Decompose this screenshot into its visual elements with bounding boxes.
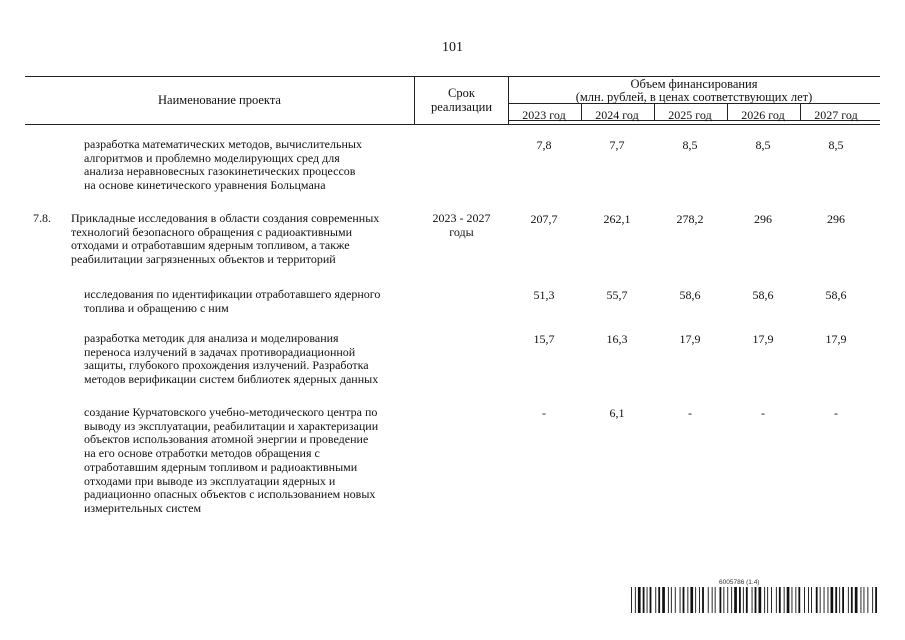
barcode-bar <box>752 587 753 613</box>
barcode <box>631 587 881 613</box>
value-2025: 278,2 <box>676 212 704 226</box>
barcode-bar <box>680 587 681 613</box>
header-term-line1: Срок <box>448 86 475 100</box>
barcode-bar <box>872 587 873 613</box>
barcode-bar <box>702 587 704 613</box>
header-year: 2023 год <box>522 108 566 122</box>
value-2026: 17,9 <box>752 332 774 346</box>
barcode-bar <box>811 587 812 613</box>
value-2023: 15,7 <box>533 332 555 346</box>
barcode-bar <box>831 587 834 613</box>
barcode-bar <box>715 587 716 613</box>
header-funding-line1: Объем финансирования <box>630 77 758 91</box>
value-2027: 296 <box>827 212 845 226</box>
barcode-bar <box>839 587 840 613</box>
barcode-bar <box>784 587 785 613</box>
row-description-line: измерительных систем <box>84 500 202 515</box>
table-header-bottom-border <box>25 124 880 125</box>
barcode-bar <box>743 587 744 613</box>
page-number: 101 <box>442 40 463 55</box>
row-description <box>84 332 378 387</box>
barcode-bar <box>671 587 672 613</box>
value-2024: 262,1 <box>603 212 631 226</box>
row-description-line: топлива и обращению с ним <box>84 300 229 315</box>
barcode-bar <box>855 587 858 613</box>
row-description-line: защиты, глубокого прохождения излучений. Разработка <box>84 358 369 373</box>
barcode-bar <box>875 587 877 613</box>
row-description-line: алгоритмов и проблемно моделирующих сред для <box>84 150 340 165</box>
barcode-bar <box>824 587 825 613</box>
row-term-line: 2023 - 2027 <box>432 211 491 225</box>
barcode-bar <box>779 587 781 613</box>
row-description-line: методов верификации систем библиотек ядерных данных <box>84 372 379 387</box>
barcode-bar <box>650 587 652 613</box>
barcode-bar <box>767 587 768 613</box>
header-year: 2025 год <box>668 108 712 122</box>
value-2025: 17,9 <box>679 332 701 346</box>
barcode-bar <box>820 587 821 613</box>
barcode-bar <box>771 587 772 613</box>
row-description-line: создание Курчатовского учебно-методического центра по <box>84 405 378 419</box>
row-description-line: Прикладные исследования в области создания современных <box>71 211 380 225</box>
barcode-bar <box>647 587 648 613</box>
barcode-bar <box>631 587 632 613</box>
header-year: 2026 год <box>741 108 785 122</box>
value-2026: 58,6 <box>752 288 774 302</box>
value-2023: 207,7 <box>530 212 558 226</box>
value-2027: - <box>834 406 838 420</box>
barcode-bar <box>795 587 796 613</box>
barcode-bar <box>695 587 696 613</box>
row-description-line: разработка методик для анализа и моделирования <box>84 331 339 345</box>
barcode-bar <box>828 587 829 613</box>
row-description-line: отходами и отработавшим ядерным топливом, а также <box>71 238 350 253</box>
barcode-bar <box>643 587 645 613</box>
header-term-line2: реализации <box>430 100 493 114</box>
value-2024: 7,7 <box>609 138 625 152</box>
barcode-bar <box>699 587 700 613</box>
row-description-line: переноса излучений в задачах противорадиационной <box>84 344 356 359</box>
row-term-line: годы <box>449 224 474 239</box>
value-2024: 55,7 <box>606 288 628 302</box>
barcode-bar <box>731 587 732 613</box>
barcode-bar <box>861 587 862 613</box>
barcode-bar <box>675 587 676 613</box>
header-year: 2027 год <box>814 108 858 122</box>
barcode-bar <box>638 587 641 613</box>
barcode-bar <box>808 587 809 613</box>
header-project-name: Наименование проекта <box>158 93 281 107</box>
barcode-bar <box>746 587 748 613</box>
barcode-bar <box>864 587 865 613</box>
value-2027: 17,9 <box>825 332 847 346</box>
barcode-bar <box>727 587 728 613</box>
value-2027: 58,6 <box>825 288 847 302</box>
header-funding-line2: (млн. рублей, в ценах соответствующих лет) <box>575 90 813 104</box>
barcode-bar <box>655 587 656 613</box>
barcode-bar <box>764 587 765 613</box>
row-description <box>71 212 379 267</box>
barcode-bar <box>690 587 693 613</box>
row-description-line: анализа неравновесных газокинетических процессов <box>84 164 356 179</box>
row-description-line: на основе кинетического уравнения Больцмана <box>84 178 326 193</box>
row-description-line: исследования по идентификации отработавшего ядерного <box>84 287 381 301</box>
value-2025: - <box>688 406 692 420</box>
barcode-bar <box>776 587 777 613</box>
row-description <box>84 138 362 193</box>
barcode-bar <box>683 587 685 613</box>
barcode-bar <box>720 587 722 613</box>
row-description-line: технологий безопасного обращения с радиоактивными <box>71 224 353 239</box>
row-description-line: радиационно опасных объектов с использованием новых <box>84 487 376 502</box>
barcode-bar <box>798 587 800 613</box>
value-2027: 8,5 <box>828 138 844 152</box>
barcode-bar <box>792 587 793 613</box>
barcode-bar <box>835 587 837 613</box>
barcode-bar <box>658 587 660 613</box>
barcode-bar <box>867 587 868 613</box>
value-2023: 51,3 <box>533 288 555 302</box>
value-2025: 8,5 <box>682 138 698 152</box>
barcode-bar <box>723 587 724 613</box>
barcode-bar <box>787 587 790 613</box>
barcode-bar <box>759 587 762 613</box>
value-2023: - <box>542 406 546 420</box>
barcode-bar <box>851 587 853 613</box>
header-year: 2024 год <box>595 108 639 122</box>
value-2024: 6,1 <box>609 406 625 420</box>
row-description-line: реабилитации загрязненных объектов и территорий <box>71 252 336 267</box>
value-2023: 7,8 <box>536 138 552 152</box>
barcode-bar <box>708 587 709 613</box>
row-number: 7.8. <box>33 211 51 225</box>
barcode-bar <box>739 587 741 613</box>
barcode-bar <box>804 587 805 613</box>
row-description <box>84 406 378 516</box>
value-2026: - <box>761 406 765 420</box>
row-description-line: выводу из эксплуатации, реабилитации и характеризации <box>84 418 379 433</box>
barcode-bar <box>712 587 713 613</box>
row-description-line: отработавшим ядерным топливом и радиоактивными <box>84 459 358 474</box>
row-description-line: разработка математических методов, вычислительных <box>84 137 362 151</box>
value-2026: 296 <box>754 212 772 226</box>
row-description-line: на его основе отработки методов обращения с <box>84 446 320 461</box>
value-2026: 8,5 <box>755 138 771 152</box>
barcode-bar <box>635 587 636 613</box>
barcode-bar <box>668 587 669 613</box>
barcode-bar <box>687 587 688 613</box>
barcode-bar <box>755 587 757 613</box>
barcode-bar <box>662 587 665 613</box>
barcode-bar <box>734 587 737 613</box>
barcode-bar <box>816 587 818 613</box>
barcode-bar <box>848 587 849 613</box>
row-description <box>84 288 380 315</box>
barcode-bar <box>842 587 844 613</box>
row-description-line: объектов использования атомной энергии и проведение <box>84 432 369 447</box>
row-description-line: отходами при выводе из эксплуатации ядерных и <box>84 473 336 488</box>
value-2025: 58,6 <box>679 288 701 302</box>
value-2024: 16,3 <box>606 332 628 346</box>
barcode-number: 6005786 (1.4) <box>719 579 760 586</box>
row-term <box>415 212 508 239</box>
